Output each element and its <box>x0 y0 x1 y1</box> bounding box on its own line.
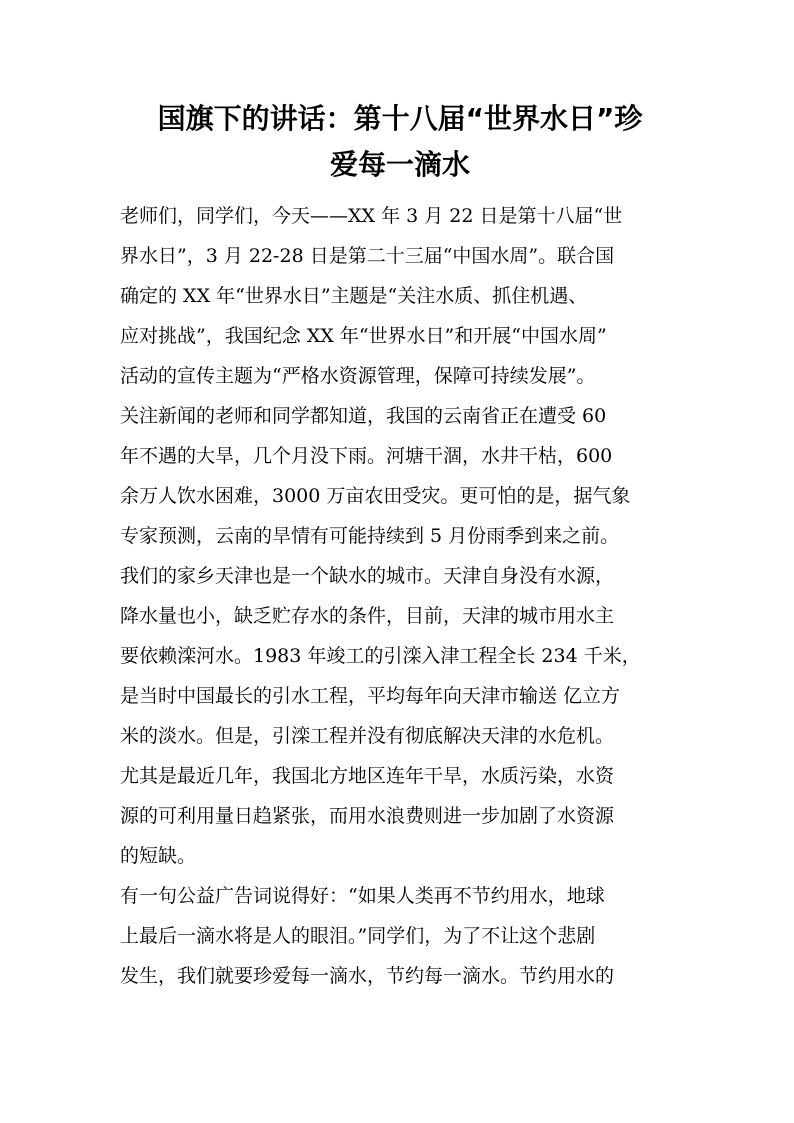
title-line: 爱每一滴水 <box>329 148 470 181</box>
text-line: 我们的家乡天津也是一个缺水的城市。天津自身没有水源， <box>120 565 615 587</box>
text-line: 源的可利用量日趋紧张，而用水浪费则进一步加剧了水资源 <box>120 805 615 827</box>
text-line: 老师们，同学们，今天——XX 年 3 月 22 日是第十八届“世 <box>120 205 623 227</box>
text-line: 关注新闻的老师和同学都知道，我国的云南省正在遭受 60 <box>120 405 607 427</box>
text-line: 专家预测，云南的旱情有可能持续到 5 月份雨季到来之前。 <box>120 525 620 547</box>
text-line: 应对挑战”，我国纪念 XX 年“世界水日”和开展“中国水周” <box>120 325 607 347</box>
text-line: 要依赖滦河水。1983 年竣工的引滦入津工程全长 234 千米， <box>120 645 641 667</box>
text-line: 尤其是最近几年，我国北方地区连年干旱，水质污染，水资 <box>120 765 615 787</box>
text-line: 发生，我们就要珍爱每一滴水，节约每一滴水。节约用水的 <box>120 965 615 987</box>
text-line: 界水日”，3 月 22-28 日是第二十三届“中国水周”。联合国 <box>120 245 615 267</box>
text-line: 的短缺。 <box>120 845 197 867</box>
text-line: 活动的宣传主题为“严格水资源管理，保障可持续发展”。 <box>120 365 596 387</box>
paragraph-2 <box>120 396 680 556</box>
text-line: 是当时中国最长的引水工程，平均每年向天津市输送 亿立方 <box>120 685 621 707</box>
document-body <box>120 196 680 996</box>
text-line: 余万人饮水困难，3000 万亩农田受灾。更可怕的是，据气象 <box>120 485 631 507</box>
paragraph-1 <box>120 196 680 396</box>
text-line: 米的淡水。但是，引滦工程并没有彻底解决天津的水危机。 <box>120 725 615 747</box>
paragraph-4 <box>120 876 680 996</box>
paragraph-3 <box>120 556 680 876</box>
text-line: 上最后一滴水将是人的眼泪。”同学们，为了不让这个悲剧 <box>120 925 596 947</box>
title-line: 国旗下的讲话：第十八届“世界水日”珍 <box>157 102 643 135</box>
text-line: 降水量也小，缺乏贮存水的条件，目前，天津的城市用水主 <box>120 605 615 627</box>
document-title <box>100 96 700 188</box>
text-line: 有一句公益广告词说得好：“如果人类再不节约用水，地球 <box>120 885 605 907</box>
text-line: 年不遇的大旱，几个月没下雨。河塘干涸，水井干枯，600 <box>120 445 613 467</box>
text-line: 确定的 XX 年“世界水日”主题是“关注水质、抓住机遇、 <box>120 285 588 307</box>
